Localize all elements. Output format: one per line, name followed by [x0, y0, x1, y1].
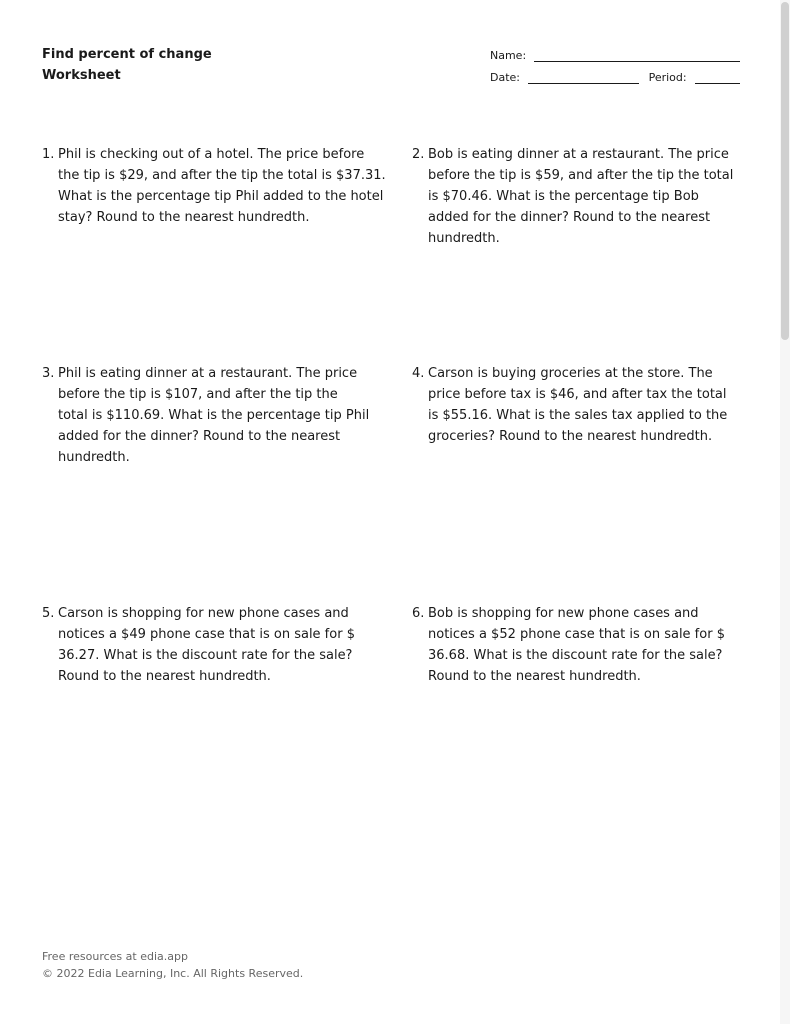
question-number: 4.	[412, 366, 425, 381]
footer-resources-text: Free resources at edia.app	[42, 950, 188, 963]
question-text: Bob is shopping for new phone cases and notices a $52 phone case that is on sale for $ 36.68. What is the discount rate for the sale? Round to the nearest hundredth.	[428, 606, 725, 684]
date-label: Date:	[490, 71, 520, 84]
question-text: Carson is shopping for new phone cases and notices a $49 phone case that is on sale for $ 36.27. What is the discount rate for the sale? Round to the nearest hundredth.	[58, 606, 355, 684]
student-info-fields	[490, 48, 740, 92]
question-number: 1.	[42, 147, 55, 162]
name-row	[490, 48, 740, 62]
question-text: Phil is checking out of a hotel. The price before the tip is $29, and after the tip the total is $37.31. What is the percentage tip Phil added to the hotel stay? Round to the nearest hundredth.	[58, 147, 386, 225]
date-period-row	[490, 70, 740, 84]
worksheet-title	[42, 44, 212, 86]
question-text: Phil is eating dinner at a restaurant. The price before the tip is $107, and after the tip the total is $110.69. What is the percentage tip Phil added for the dinner? Round to the nearest hundredth.	[58, 366, 370, 465]
question-number: 5.	[42, 606, 55, 621]
title-line-1: Find percent of change	[42, 47, 212, 62]
question-1	[42, 144, 388, 228]
question-number: 6.	[412, 606, 425, 621]
question-number: 2.	[412, 147, 425, 162]
question-number: 3.	[42, 366, 55, 381]
period-blank-line	[695, 74, 740, 84]
date-blank-line	[528, 74, 639, 84]
scrollbar-thumb[interactable]	[781, 2, 789, 340]
vertical-scrollbar[interactable]	[780, 0, 790, 1024]
page-footer	[42, 948, 303, 982]
question-text: Carson is buying groceries at the store. The price before tax is $46, and after tax the total is $55.16. What is the sales tax applied to the groceries? Round to the nearest hundredth.	[428, 366, 728, 444]
question-2	[412, 144, 740, 249]
question-6	[412, 603, 728, 687]
name-label: Name:	[490, 49, 527, 62]
question-4	[412, 363, 740, 447]
period-label: Period:	[648, 71, 687, 84]
question-3	[42, 363, 370, 468]
question-5	[42, 603, 358, 687]
title-line-2: Worksheet	[42, 68, 121, 83]
name-blank-line	[534, 52, 740, 62]
footer-copyright-text: © 2022 Edia Learning, Inc. All Rights Reserved.	[42, 967, 304, 980]
question-text: Bob is eating dinner at a restaurant. The price before the tip is $59, and after the tip the total is $70.46. What is the percentage tip Bob added for the dinner? Round to the nearest hundredth.	[428, 147, 734, 246]
